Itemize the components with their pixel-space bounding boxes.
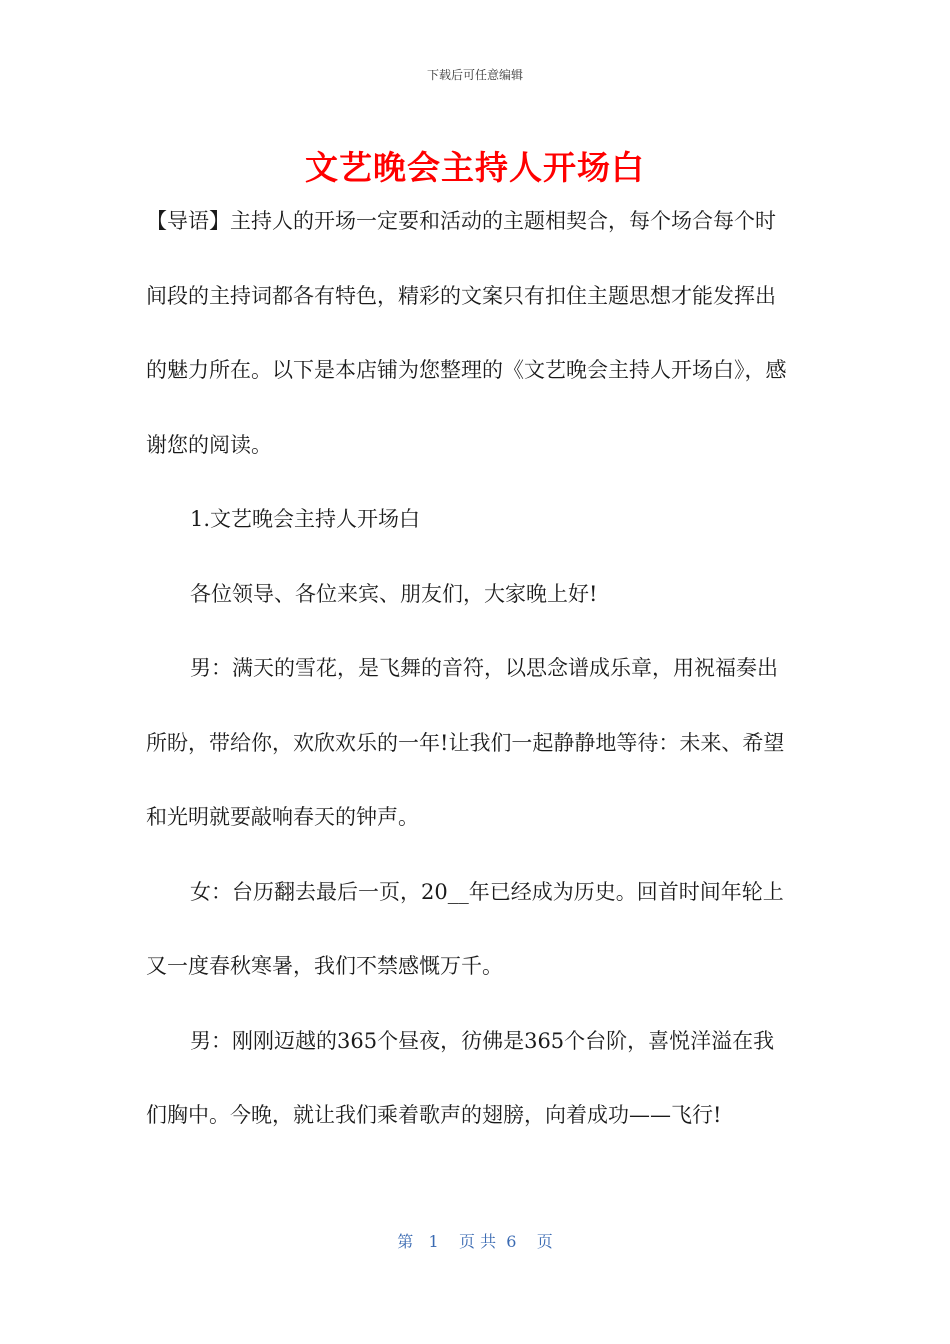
document-body <box>146 184 794 1153</box>
male-host-paragraph-2: 男：刚刚迈越的365个昼夜，彷佛是365个台阶，喜悦洋溢在我们胸中。今晚，就让我们乘着歌声的翅膀，向着成功——飞行! <box>146 1028 775 1127</box>
female-host-paragraph-1: 女：台历翻去最后一页，20__年已经成为历史。回首时间年轮上又一度春秋寒暑，我们不禁感慨万千。 <box>146 879 784 978</box>
page-footer: 第 1 页 共 6 页 <box>397 1232 553 1251</box>
intro-paragraph: 【导语】主持人的开场一定要和活动的主题相契合，每个场合每个时间段的主持词都各有特色，精彩的文案只有扣住主题思想才能发挥出的魅力所在。以下是本店铺为您整理的《文艺晚会主持人开场白》，感谢您的阅读。 <box>146 209 787 457</box>
greeting-paragraph: 各位领导、各位来宾、朋友们，大家晚上好! <box>190 581 598 606</box>
header-note: 下载后可任意编辑 <box>426 68 523 82</box>
male-host-paragraph-1: 男：满天的雪花，是飞舞的音符，以思念谱成乐章，用祝福奏出所盼，带给你，欢欣欢乐的一年!让我们一起静静地等待：未来、希望和光明就要敲响春天的钟声。 <box>146 656 785 829</box>
section-heading: 1.文艺晚会主持人开场白 <box>190 507 421 531</box>
document-title: 文艺晚会主持人开场白 <box>305 148 645 187</box>
